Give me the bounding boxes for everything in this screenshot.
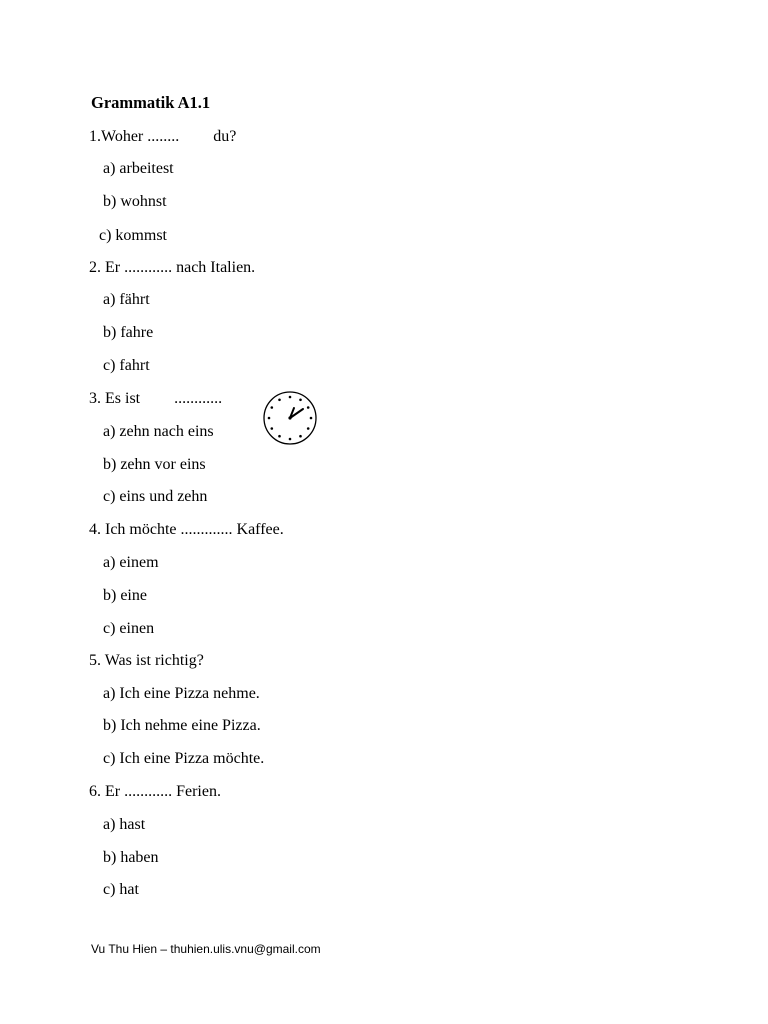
clock-hour-dot bbox=[307, 427, 310, 430]
question-1-prompt bbox=[89, 128, 236, 146]
question-3-option-b: b) zehn vor eins bbox=[103, 456, 206, 473]
clock-hour-dot bbox=[268, 417, 271, 420]
clock-hour-dot bbox=[278, 399, 281, 402]
question-5-prompt: 5. Was ist richtig? bbox=[89, 652, 204, 669]
clock-hour-dot bbox=[299, 435, 302, 438]
clock-hour-dot bbox=[271, 427, 274, 430]
question-4-option-b: b) eine bbox=[103, 587, 147, 604]
clock-hour-dot bbox=[299, 399, 302, 402]
question-2-option-a: a) fährt bbox=[103, 291, 150, 308]
question-6-prompt: 6. Er ............ Ferien. bbox=[89, 783, 221, 800]
question-6-option-a: a) hast bbox=[103, 816, 146, 833]
question-5-option-a: a) Ich eine Pizza nehme. bbox=[103, 685, 260, 702]
author-footer: Vu Thu Hien – thuhien.ulis.vnu@gmail.com bbox=[91, 942, 321, 956]
question-4-prompt: 4. Ich möchte ............. Kaffee. bbox=[89, 521, 284, 538]
question-4-option-a: a) einem bbox=[103, 554, 159, 571]
clock-hour-dot bbox=[307, 406, 310, 409]
clock-hour-dot bbox=[310, 417, 313, 420]
worksheet-title: Grammatik A1.1 bbox=[91, 93, 211, 112]
question-3-option-c: c) eins und zehn bbox=[103, 488, 208, 505]
clock-hour-dot bbox=[289, 396, 292, 399]
question-6-option-c: c) hat bbox=[103, 881, 139, 898]
question-3-prompt-start: 3. Es ist bbox=[89, 390, 141, 407]
question-2-prompt: 2. Er ............ nach Italien. bbox=[89, 259, 256, 276]
question-1-prompt-start: 1.Woher ........ bbox=[89, 128, 180, 145]
question-3-option-a: a) zehn nach eins bbox=[103, 423, 214, 440]
analog-clock-icon bbox=[262, 390, 318, 446]
clock-hour-dot bbox=[278, 435, 281, 438]
question-6-option-b: b) haben bbox=[103, 849, 159, 866]
clock-hour-dot bbox=[271, 406, 274, 409]
question-2-option-c: c) fahrt bbox=[103, 357, 150, 374]
question-5-option-c: c) Ich eine Pizza möchte. bbox=[103, 750, 265, 767]
clock-hour-dot bbox=[289, 438, 292, 441]
question-1-prompt-end: du? bbox=[213, 128, 237, 145]
question-3-prompt-end: ............ bbox=[174, 390, 223, 407]
question-5-option-b: b) Ich nehme eine Pizza. bbox=[103, 717, 261, 734]
question-1-option-b: b) wohnst bbox=[103, 193, 167, 210]
question-1-option-a: a) arbeitest bbox=[103, 160, 174, 177]
question-2-option-b: b) fahre bbox=[103, 324, 154, 341]
question-1-option-c: c) kommst bbox=[99, 227, 167, 244]
question-3-prompt bbox=[89, 390, 222, 408]
question-4-option-c: c) einen bbox=[103, 620, 155, 637]
